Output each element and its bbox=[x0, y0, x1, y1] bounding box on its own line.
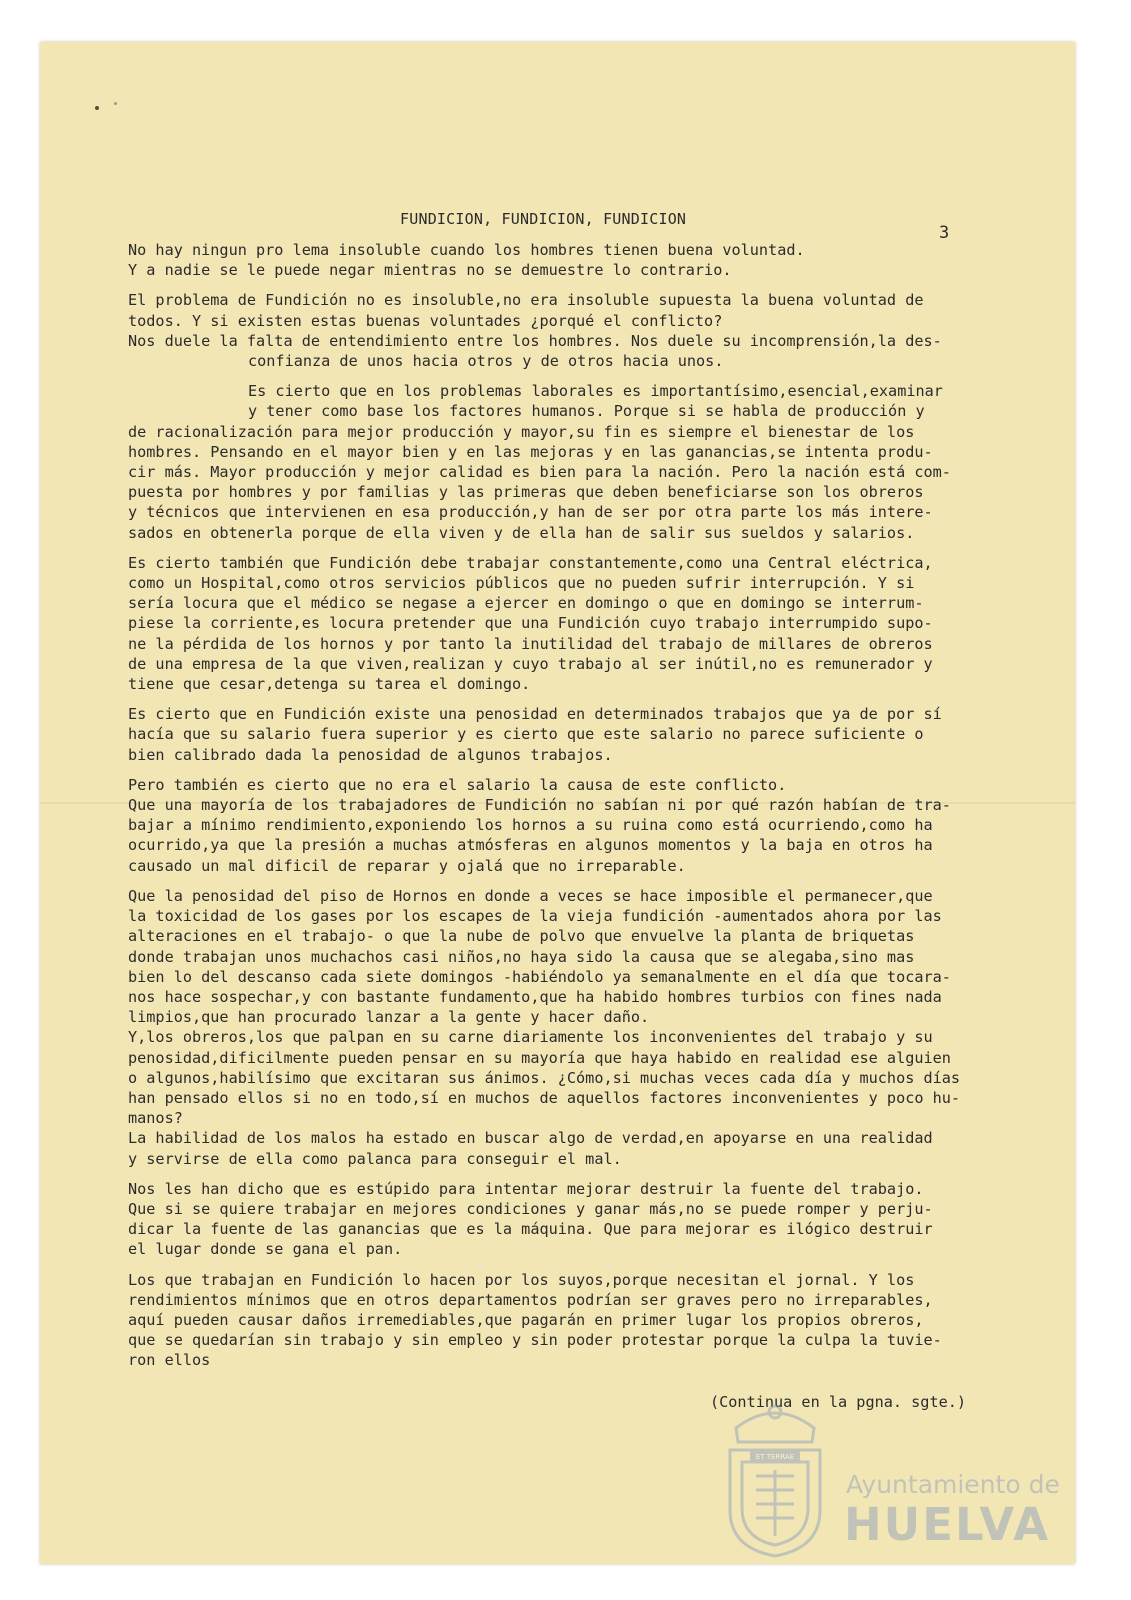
paragraph-gap bbox=[128, 1169, 1048, 1179]
text-line: o algunos,habilísimo que excitaran sus ánimos. ¿Cómo,si muchas veces cada día y muchos días bbox=[128, 1068, 961, 1087]
text-line: Es cierto también que Fundición debe trabajar constantemente,como una Central eléctrica, bbox=[128, 553, 933, 572]
text-line: donde trabajan unos muchachos casi niños,no haya sido la causa que se alegaba,sino mas bbox=[128, 947, 915, 966]
text-line: sados en obtenerla porque de ella viven y de ella han de salir sus sueldos y salarios. bbox=[128, 523, 915, 542]
text-line: y tener como base los factores humanos. Porque si se habla de producción y bbox=[248, 402, 925, 421]
text-line: Es cierto que en los problemas laborales es importantísimo,esencial,examinar bbox=[248, 382, 943, 401]
text-line: hacía que su salario fuera superior y es cierto que este salario no parece suficiente o bbox=[128, 725, 924, 744]
paragraph-gap bbox=[128, 694, 1048, 704]
paper-speck bbox=[114, 102, 117, 105]
text-line: penosidad,dificilmente pueden pensar en su mayoría que haya habido en realidad ese alguien bbox=[128, 1048, 951, 1067]
text-line: hombres. Pensando en el mayor bien y en las mejoras y en las ganancias,se intenta produ- bbox=[128, 442, 933, 461]
text-line: Que si se quiere trabajar en mejores condiciones y ganar más,no se puede romper y perju- bbox=[128, 1199, 933, 1218]
text-line: piese la corriente,es locura pretender que una Fundición cuyo trabajo interrumpido supo- bbox=[128, 614, 933, 633]
text-line: dicar la fuente de las ganancias que es la máquina. Que para mejorar es ilógico destruir bbox=[128, 1220, 933, 1239]
paragraph-gap bbox=[128, 1260, 1048, 1270]
text-line: alteraciones en el trabajo- o que la nube de polvo que envuelve la planta de briquetas bbox=[128, 927, 915, 946]
text-line: de racionalización para mejor producción y mayor,su fin es siempre el bienestar de los bbox=[128, 422, 915, 441]
text-line: y técnicos que intervienen en esa producción,y han de ser por otra parte los más intere- bbox=[128, 503, 933, 522]
document-body bbox=[128, 240, 1048, 1371]
text-line: rendimientos mínimos que en otros departamentos podrían ser graves pero no irreparables, bbox=[128, 1290, 933, 1309]
watermark-name: Ayuntamiento de bbox=[846, 1470, 1060, 1499]
text-line: Que una mayoría de los trabajadores de Fundición no sabían ni por qué razón habían de tra- bbox=[128, 796, 951, 815]
text-line: sería locura que el médico se negase a ejercer en domingo o que en domingo se interrum- bbox=[128, 594, 924, 613]
text-line: ocurrido,ya que la presión a muchas atmósferas en algunos momentos y la baja en otros ha bbox=[128, 836, 933, 855]
text-line: bien lo del descanso cada siete domingos -habiéndolo ya semanalmente en el día que tocara- bbox=[128, 967, 951, 986]
text-line: de una empresa de la que viven,realizan y cuyo trabajo al ser inútil,no es remunerador y bbox=[128, 654, 933, 673]
text-line: y servirse de ella como palanca para conseguir el mal. bbox=[128, 1149, 622, 1168]
text-line: causado un mal dificil de reparar y ojalá que no irreparable. bbox=[128, 856, 686, 875]
continuation-note: (Continua en la pgna. sgte.) bbox=[710, 1393, 967, 1411]
text-line: Los que trabajan en Fundición lo hacen por los suyos,porque necesitan el jornal. Y los bbox=[128, 1270, 915, 1289]
text-line: limpios,que han procurado lanzar a la gente y hacer daño. bbox=[128, 1008, 650, 1027]
paragraph-gap bbox=[128, 543, 1048, 553]
text-line: ron ellos bbox=[128, 1351, 211, 1370]
paragraph-gap bbox=[128, 280, 1048, 290]
text-line: nos hace sospechar,y con bastante fundamento,que ha habido hombres turbios con fines nada bbox=[128, 987, 942, 1006]
text-line: cir más. Mayor producción y mejor calidad es bien para la nación. Pero la nación está com- bbox=[128, 463, 951, 482]
text-line: tiene que cesar,detenga su tarea el domingo. bbox=[128, 675, 531, 694]
text-line: han pensado ellos si no en todo,sí en muchos de aquellos factores inconvenientes y poco hu- bbox=[128, 1088, 961, 1107]
text-line: como un Hospital,como otros servicios públicos que no pueden sufrir interrupción. Y si bbox=[128, 574, 915, 593]
text-line: Y a nadie se le puede negar mientras no se demuestre lo contrario. bbox=[128, 261, 732, 280]
text-line: Es cierto que en Fundición existe una penosidad en determinados trabajos que ya de por sí bbox=[128, 705, 942, 724]
text-line: manos? bbox=[128, 1109, 183, 1128]
text-line: bajar a mínimo rendimiento,exponiendo los hornos a su ruina como está ocurriendo,como ha bbox=[128, 816, 933, 835]
text-line: Pero también es cierto que no era el salario la causa de este conflicto. bbox=[128, 775, 787, 794]
text-line: aquí pueden causar daños irremediables,que pagarán en primer lugar los propios obreros, bbox=[128, 1310, 924, 1329]
svg-text:ET TERRAE: ET TERRAE bbox=[755, 1453, 795, 1461]
page-number: 3 bbox=[939, 223, 950, 243]
paper-speck bbox=[95, 106, 99, 110]
text-line: puesta por hombres y por familias y las primeras que deben beneficiarse son los obreros bbox=[128, 483, 924, 502]
watermark-city: HUELVA bbox=[844, 1498, 1051, 1551]
paragraph-gap bbox=[128, 371, 1048, 381]
text-line: Y,los obreros,los que palpan en su carne diariamente los inconvenientes del trabajo y su bbox=[128, 1028, 933, 1047]
text-line: El problema de Fundición no es insoluble,no era insoluble supuesta la buena voluntad de bbox=[128, 291, 924, 310]
text-line: Nos duele la falta de entendimiento entre los hombres. Nos duele su incomprensión,la des- bbox=[128, 331, 942, 350]
text-line: el lugar donde se gana el pan. bbox=[128, 1240, 403, 1259]
text-line: ne la pérdida de los hornos y por tanto la inutilidad del trabajo de millares de obreros bbox=[128, 634, 933, 653]
text-line: bien calibrado dada la penosidad de algunos trabajos. bbox=[128, 745, 613, 764]
text-line: que se quedarían sin trabajo y sin empleo y sin poder protestar porque la culpa la tuvie- bbox=[128, 1331, 942, 1350]
text-line: confianza de unos hacia otros y de otros hacia unos. bbox=[248, 352, 724, 371]
paragraph-gap bbox=[128, 876, 1048, 886]
text-line: todos. Y si existen estas buenas voluntades ¿porqué el conflicto? bbox=[128, 311, 723, 330]
text-line: No hay ningun pro lema insoluble cuando los hombres tienen buena voluntad. bbox=[128, 241, 805, 259]
text-line: la toxicidad de los gases por los escapes de la vieja fundición -aumentados ahora por las bbox=[128, 907, 942, 926]
text-line: Nos les han dicho que es estúpido para intentar mejorar destruir la fuente del trabajo. bbox=[128, 1179, 924, 1198]
coat-of-arms-icon bbox=[716, 1390, 834, 1560]
paragraph-gap bbox=[128, 765, 1048, 775]
text-line: Que la penosidad del piso de Hornos en donde a veces se hace imposible el permanecer,que bbox=[128, 886, 933, 905]
watermark-logo bbox=[716, 1390, 1060, 1570]
text-line: La habilidad de los malos ha estado en buscar algo de verdad,en apoyarse en una realidad bbox=[128, 1129, 933, 1148]
document-title: FUNDICION, FUNDICION, FUNDICION bbox=[400, 210, 687, 228]
